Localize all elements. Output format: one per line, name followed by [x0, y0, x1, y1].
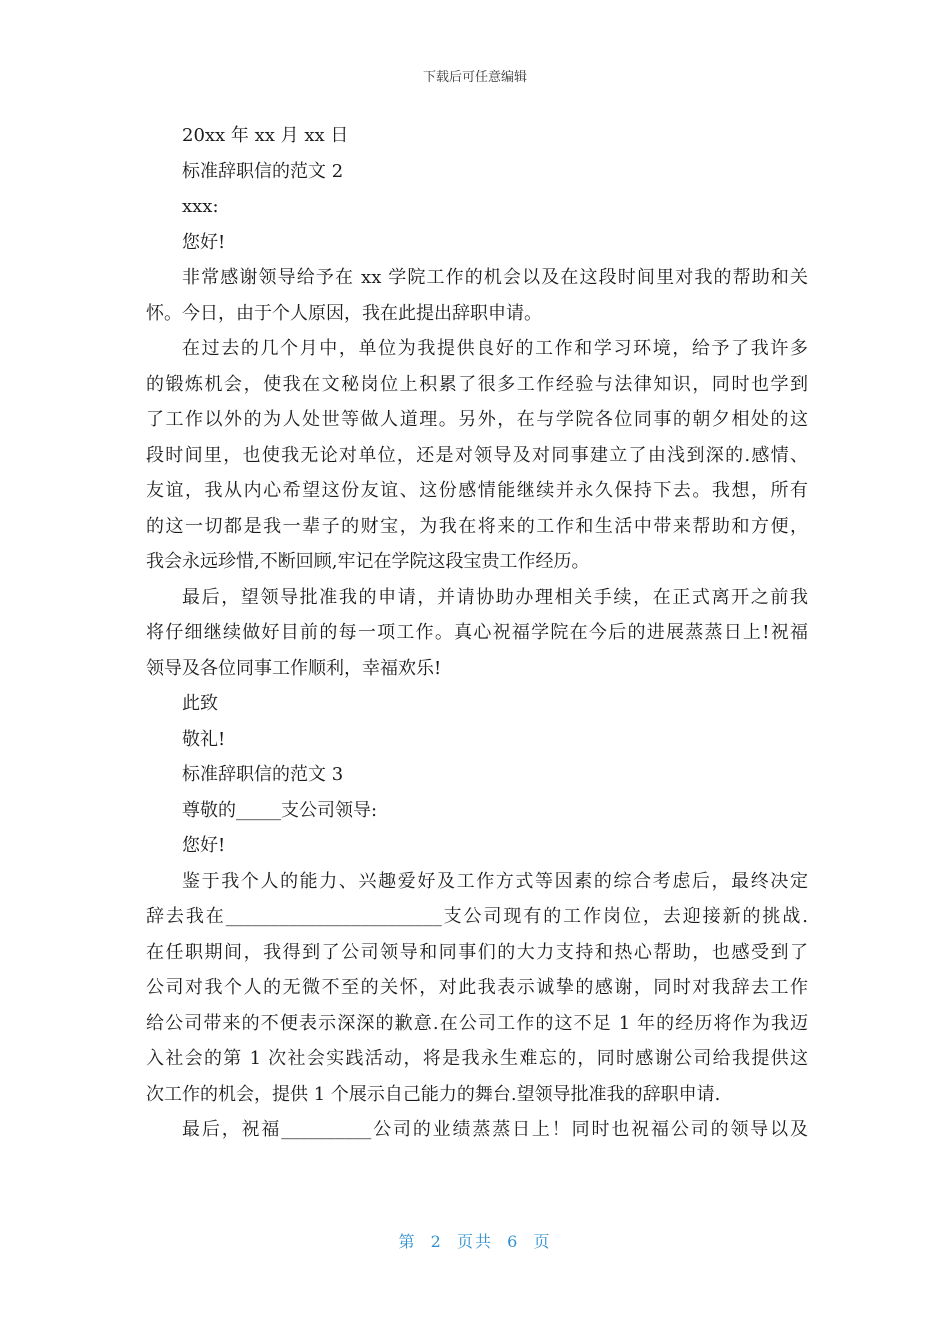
text-line: 此致 — [182, 693, 218, 714]
text-line: 给公司带来的不便表示深深的歉意.在公司工作的这不足 1 年的经历将作为我迈 — [146, 1012, 808, 1034]
text-line: 我会永远珍惜,不断回顾,牢记在学院这段宝贵工作经历。 — [146, 551, 590, 572]
text-line: 鉴于我个人的能力、兴趣爱好及工作方式等因素的综合考虑后，最终决定 — [182, 870, 808, 892]
text-line: 次工作的机会，提供 1 个展示自己能力的舞台.望领导批准我的辞职申请. — [146, 1083, 721, 1105]
text-line: 20xx 年 xx 月 xx 日 — [182, 125, 349, 146]
text-line: 非常感谢领导给予在 xx 学院工作的机会以及在这段时间里对我的帮助和关 — [182, 267, 808, 288]
text-line: 段时间里，也使我无论对单位，还是对领导及对同事建立了由浅到深的.感情、 — [146, 444, 808, 466]
text-line: 入社会的第 1 次社会实践活动，将是我永生难忘的，同时感谢公司给我提供这 — [146, 1048, 808, 1069]
text-line: 了工作以外的为人处世等做人道理。另外，在与学院各位同事的朝夕相处的这 — [146, 409, 808, 430]
text-line: xxx: — [182, 196, 219, 217]
text-line: 友谊，我从内心希望这份友谊、这份感情能继续并永久保持下去。我想，所有 — [146, 480, 808, 501]
text-line: 辞去我在________________________支公司现有的工作岗位，去迎接新的挑战. — [146, 906, 808, 927]
text-line: 的这一切都是我一辈子的财宝，为我在将来的工作和生活中带来帮助和方便， — [146, 515, 808, 537]
text-line: 领导及各位同事工作顺利，幸福欢乐! — [146, 657, 442, 679]
text-line: 在任职期间，我得到了公司领导和同事们的大力支持和热心帮助，也感受到了 — [146, 941, 808, 963]
text-line: 将仔细继续做好目前的每一项工作。真心祝福学院在今后的进展蒸蒸日上!祝福 — [146, 622, 808, 643]
text-line: 公司对我个人的无微不至的关怀，对此我表示诚挚的感谢，同时对我辞去工作 — [146, 977, 808, 998]
text-line: 的锻炼机会，使我在文秘岗位上积累了很多工作经验与法律知识，同时也学到 — [146, 373, 808, 395]
text-line: 敬礼! — [182, 728, 226, 750]
text-line: 尊敬的_____支公司领导: — [182, 799, 378, 821]
text-line: 最后，祝福__________公司的业绩蒸蒸日上！同时也祝福公司的领导以及 — [182, 1119, 808, 1140]
text-line: 您好! — [182, 231, 226, 253]
page-number-footer: 第 2 页共 6 页 — [398, 1232, 552, 1251]
text-line: 标准辞职信的范文 3 — [182, 764, 344, 785]
page-header-note: 下载后可任意编辑 — [422, 70, 527, 85]
text-line: 在过去的几个月中，单位为我提供良好的工作和学习环境，给予了我许多 — [182, 338, 808, 359]
text-line: 怀。今日，由于个人原因，我在此提出辞职申请。 — [146, 302, 542, 324]
document-body — [146, 118, 808, 1148]
text-line: 最后，望领导批准我的申请，并请协助办理相关手续，在正式离开之前我 — [182, 586, 808, 608]
text-line: 您好! — [182, 835, 226, 856]
text-line: 标准辞职信的范文 2 — [182, 160, 344, 182]
